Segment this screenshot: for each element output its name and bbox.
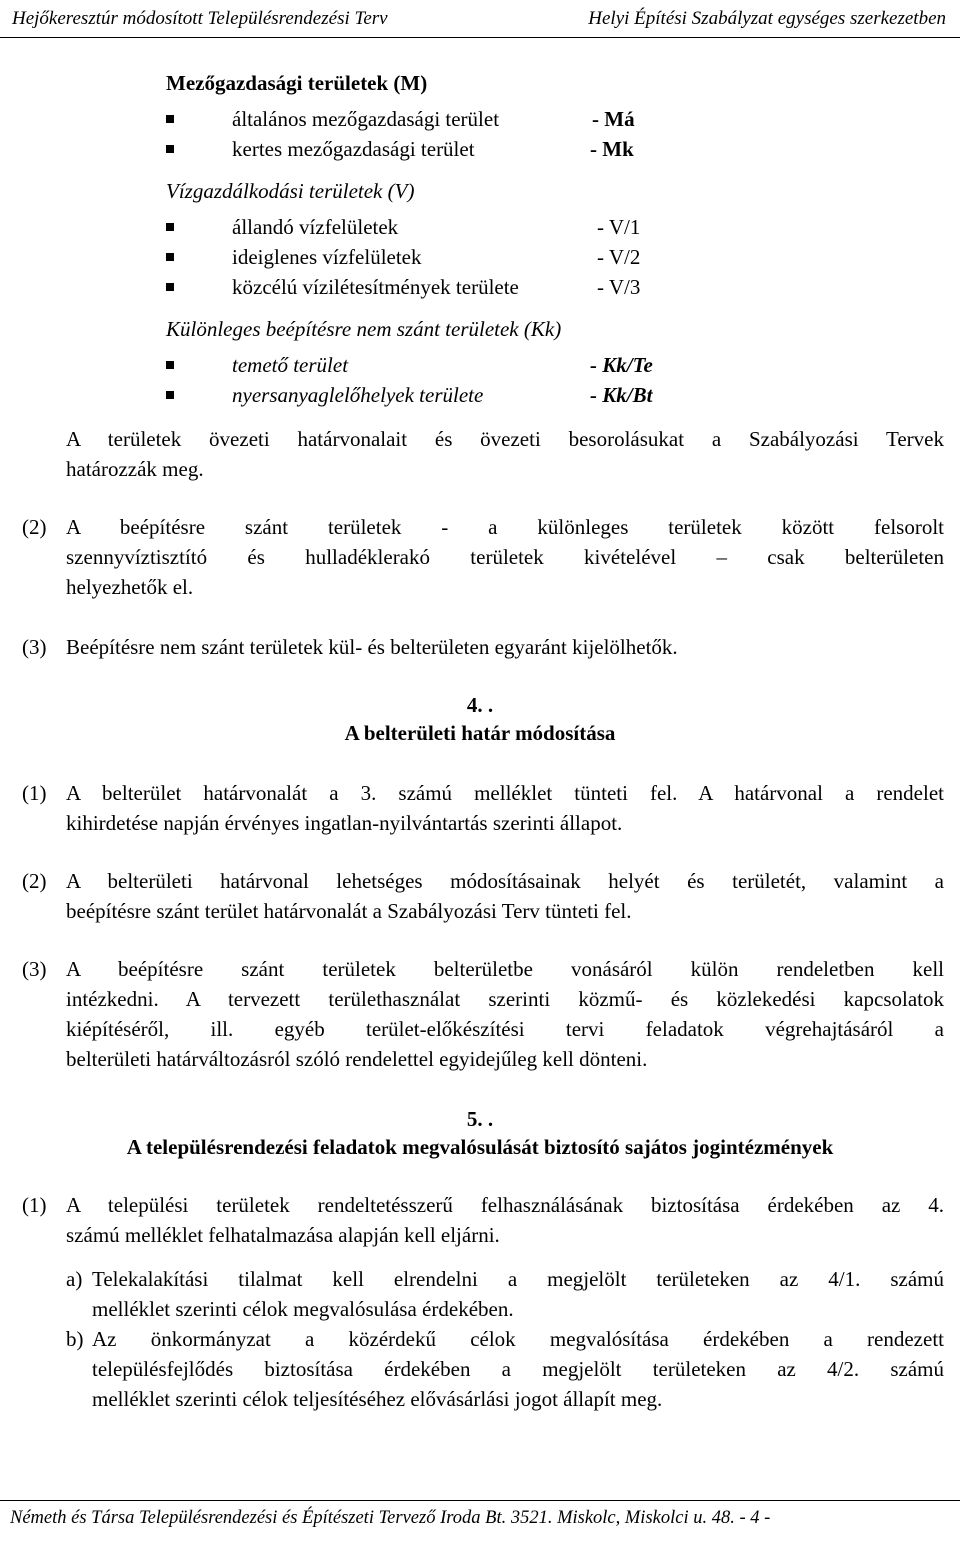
list-item-line: Telekalakítási tilalmat kell elrendelni a megjelölt területeken az 4/1. számú (92, 1267, 944, 1291)
bullet-icon (166, 253, 174, 261)
paragraph-number: (2) (22, 515, 47, 539)
list-item-line: Az önkormányzat a közérdekű célok megvalósítása érdekében a rendezett (92, 1327, 944, 1351)
bullet-icon (166, 145, 174, 153)
mezo-item-label: általános mezőgazdasági terület (232, 107, 500, 131)
paragraph-line: A települési területek rendeltetésszerű felhasználásának biztosítása érdekében az 4. (66, 1193, 944, 1217)
list-item-line: településfejlődés biztosítása érdekében a megjelölt területeken az 4/2. számú (92, 1357, 944, 1381)
bullet-icon (166, 361, 174, 369)
viz-item-code: - V/1 (597, 215, 641, 239)
bullet-icon (166, 283, 174, 291)
paragraph-line: számú melléklet felhatalmazása alapján kell eljárni. (66, 1223, 500, 1247)
paragraph-number: (1) (22, 1193, 47, 1217)
viz-item-code: - V/3 (597, 275, 641, 299)
kulonleges-item-code: - Kk/Bt (590, 383, 653, 407)
header-rule (0, 37, 960, 38)
paragraph-line: intézkedni. A tervezett területhasználat szerinti közmű- és közlekedési kapcsolatok (66, 987, 944, 1011)
section-number: 5. . (466, 1107, 494, 1131)
paragraph-line: szennyvíztisztító és hulladéklerakó területek kivételével – csak belterületen (66, 545, 944, 569)
list-item-line: melléklet szerinti célok megvalósulása érdekében. (92, 1297, 514, 1321)
bullet-icon (166, 115, 174, 123)
paragraph-line: A belterület határvonalát a 3. számú melléklet tünteti fel. A határvonal a rendelet (66, 781, 944, 805)
paragraph-line: Beépítésre nem szánt területek kül- és belterületen egyaránt kijelölhetők. (66, 635, 678, 659)
page-header (0, 4, 960, 32)
section-title: A településrendezési feladatok megvalósulását biztosító sajátos jogintézmények (126, 1135, 834, 1159)
header-left: Hejőkeresztúr módosított Településrendezési Terv (12, 8, 388, 29)
paragraph-line: határozzák meg. (66, 457, 204, 481)
kulonleges-item-label: nyersanyaglelőhelyek területe (232, 383, 484, 407)
paragraph-number: (3) (22, 957, 47, 981)
paragraph-line: A beépítésre szánt területek - a különleges területek között felsorolt (66, 515, 944, 539)
viz-item-label: állandó vízfelületek (232, 215, 399, 239)
footer-rule (0, 1500, 960, 1501)
list-item-line: melléklet szerinti célok teljesítéséhez elővásárlási jogot állapít meg. (92, 1387, 663, 1411)
paragraph-number: (1) (22, 781, 47, 805)
paragraph-line: kihirdetése napján érvényes ingatlan-nyilvántartás szerinti állapot. (66, 811, 623, 835)
paragraph-line: A beépítésre szánt területek belterületbe vonásáról külön rendeletben kell (66, 957, 944, 981)
kulonleges-item-label: temető terület (232, 353, 349, 377)
mezo-item-code: - Má (592, 107, 635, 131)
bullet-icon (166, 223, 174, 231)
viz-title: Vízgazdálkodási területek (V) (166, 179, 415, 203)
viz-item-label: ideiglenes vízfelületek (232, 245, 422, 269)
paragraph-line: beépítésre szánt terület határvonalát a Szabályozási Terv tünteti fel. (66, 899, 632, 923)
list-mark: a) (66, 1267, 83, 1291)
paragraph-line: helyezhetők el. (66, 575, 194, 599)
bullet-icon (166, 391, 174, 399)
list-mark: b) (66, 1327, 84, 1351)
paragraph-line: belterületi határváltozásról szóló rendelettel egyidejűleg kell dönteni. (66, 1047, 648, 1071)
paragraph-line: A belterületi határvonal lehetséges módosításainak helyét és területét, valamint a (66, 869, 944, 893)
kulonleges-item-code: - Kk/Te (590, 353, 653, 377)
viz-item-label: közcélú vízilétesítmények területe (232, 275, 519, 299)
paragraph-line: kiépítéséről, ill. egyéb terület-előkészítési tervi feladatok végrehajtásáról a (66, 1017, 944, 1041)
section-title: A belterületi határ módosítása (344, 721, 616, 745)
kulonleges-title: Különleges beépítésre nem szánt területek (Kk) (166, 317, 562, 341)
footer-text: Németh és Társa Településrendezési és Építészeti Tervező Iroda Bt. 3521. Miskolc, Miskolci u. 48. - 4 - (10, 1508, 771, 1528)
paragraph-number: (2) (22, 869, 47, 893)
mezo-item-label: kertes mezőgazdasági terület (232, 137, 475, 161)
mezo-title: Mezőgazdasági területek (M) (166, 71, 428, 95)
section-number: 4. . (466, 693, 494, 717)
paragraph-line: A területek övezeti határvonalait és övezeti besorolásukat a Szabályozási Tervek (66, 427, 944, 451)
paragraph-number: (3) (22, 635, 47, 659)
header-right: Helyi Építési Szabályzat egységes szerkezetben (588, 8, 946, 29)
viz-item-code: - V/2 (597, 245, 641, 269)
mezo-item-code: - Mk (590, 137, 634, 161)
